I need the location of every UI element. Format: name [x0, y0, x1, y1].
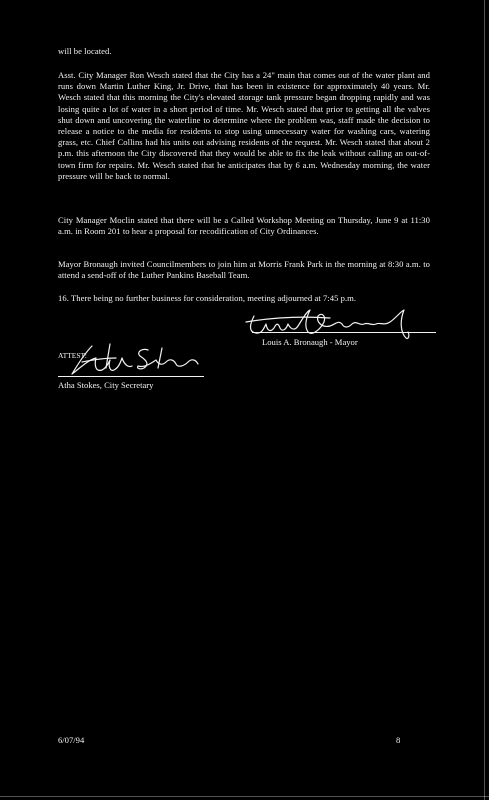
secretary-name: Atha Stokes, City Secretary	[58, 380, 154, 390]
paragraph-workshop-meeting: City Manager Moclin stated that there will be a Called Workshop Meeting on Thursday, June 9 at 11:30 a.m. in Room 201 to hear a proposal for recodification of City Ordinances.	[58, 215, 430, 237]
attest-label: ATTEST:	[58, 351, 87, 360]
footer-date: 6/07/94	[58, 735, 85, 745]
secretary-signature	[52, 338, 204, 384]
secretary-signature-line	[58, 376, 204, 377]
mayor-signature-line	[252, 332, 436, 333]
paragraph-baseball-send-off: Mayor Bronaugh invited Councilmembers to join him at Morris Frank Park in the morning at 8:30 a.m. to attend a send-off of the Luther Pankins Baseball Team.	[58, 259, 430, 281]
paragraph-water-main: Asst. City Manager Ron Wesch stated that the City has a 24" main that comes out of the water plant and runs down Martin Luther King, Jr. Drive, that has been in existence for approximately 40 years. Mr. Wesch stated that this morning the City's elevated storage tank pressure began dropping rapidly and was losing quite a lot of water in a short period of time. Mr. Wesch stated that prior to getting all the valves shut down and uncovering the waterline to determine where the problem was, staff made the decision to release a notice to the media for residents to stop using unnecessary water for washing cars, watering grass, etc. Chief Collins had his units out advising residents of the request. Mr. Wesch stated that about 2 p.m. this afternoon the City discovered that they would be able to fix the leak without calling an out-of-town firm for repairs. Mr. Wesch stated that he anticipates that by 6 a.m. Wednesday morning, the water pressure will be back to normal.	[58, 70, 430, 181]
paragraph-adjournment: 16. There being no further business for consideration, meeting adjourned at 7:45 p.m.	[58, 293, 357, 303]
intro-fragment: will be located.	[58, 46, 112, 56]
mayor-name: Louis A. Bronaugh - Mayor	[262, 337, 358, 347]
scan-edge-right	[484, 0, 485, 800]
scan-edge-bottom	[0, 796, 489, 797]
page-number: 8	[396, 735, 401, 745]
mayor-signature	[240, 302, 440, 342]
